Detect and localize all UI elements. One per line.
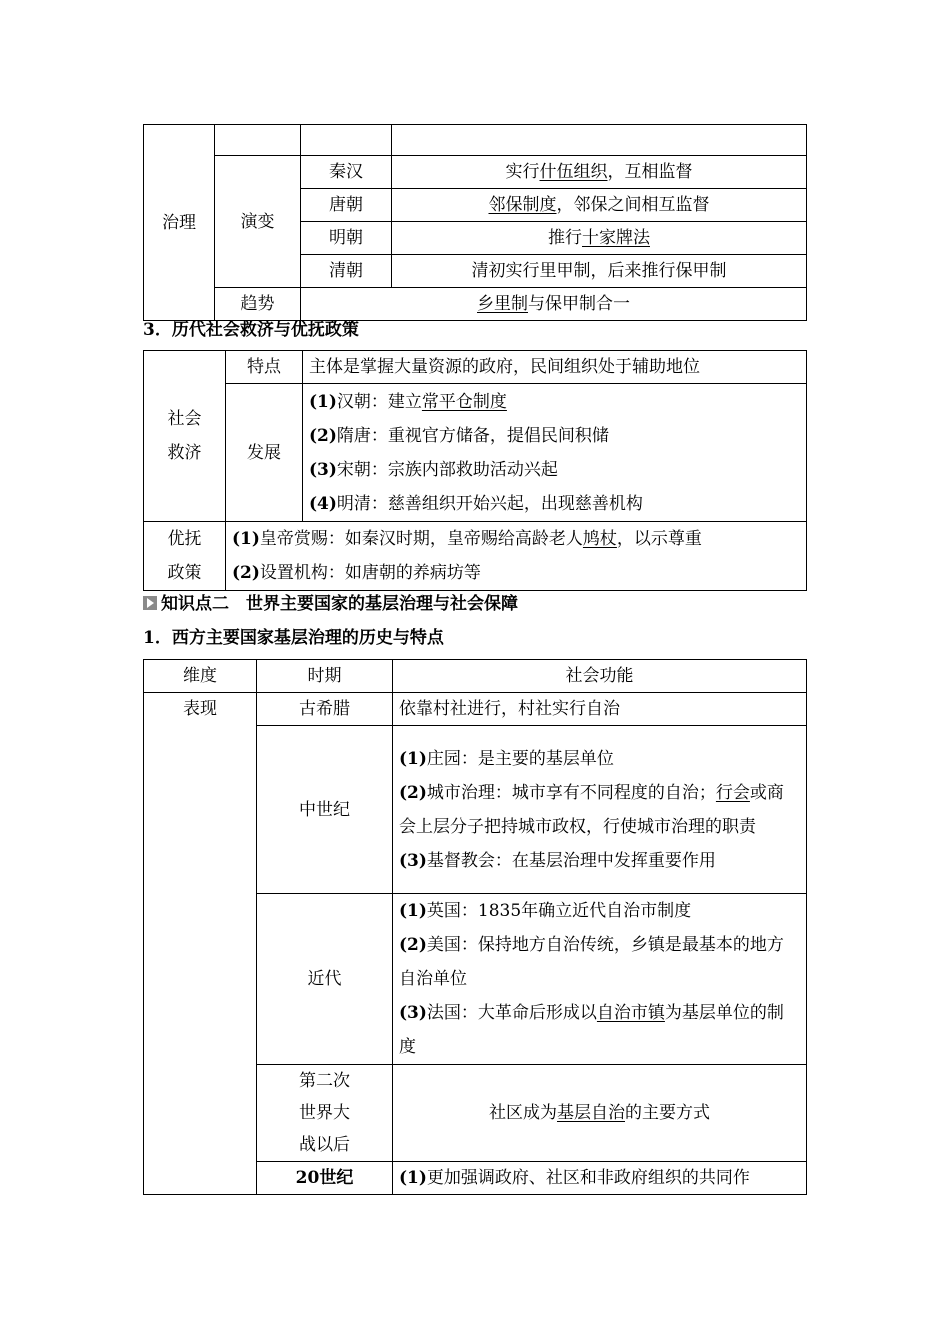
trend-cell: 乡里制与保甲制合一: [301, 288, 807, 321]
fazhan-list: [303, 384, 807, 522]
row-label-zhili: 治理: [144, 125, 215, 321]
knowledge-point-heading: 知识点二 世界主要国家的基层治理与社会保障: [143, 592, 518, 616]
period-cell: 20世纪: [257, 1162, 393, 1195]
function-cell: [393, 894, 807, 1065]
content-cell: 实行什伍组织，互相监督: [392, 156, 807, 189]
function-cell: 依靠村社进行，村社实行自治: [393, 693, 807, 726]
medieval-item: (1)庄园：是主要的基层单位: [399, 748, 614, 769]
modern-item: (3)法国：大革命后形成以自治市镇为基层单位的制度: [399, 1003, 784, 1057]
fazhan-item: (4)明清：慈善组织开始兴起，出现慈善机构: [309, 493, 643, 514]
content-cell: 清初实行里甲制，后来推行保甲制: [392, 255, 807, 288]
period-cell: 秦汉: [301, 156, 392, 189]
relief-table: [143, 350, 807, 591]
fazhan-item: (3)宋朝：宗族内部救助活动兴起: [309, 459, 558, 480]
empty-cell: [215, 125, 301, 156]
empty-cell: [392, 125, 807, 156]
fazhan-item: (2)隋唐：重视官方储备，提倡民间积储: [309, 425, 609, 446]
period-cell: 古希腊: [257, 693, 393, 726]
period-cell: 第二次 世界大 战以后: [257, 1065, 393, 1162]
content-cell: 邻保制度，邻保之间相互监督: [392, 189, 807, 222]
row-label-tedian: 特点: [226, 351, 303, 384]
fazhan-item: (1)汉朝：建立常平仓制度: [309, 391, 507, 412]
modern-item: (1)英国：1835年确立近代自治市制度: [399, 901, 692, 921]
row-label-fazhan: 发展: [226, 384, 303, 522]
section-1-heading: 1．西方主要国家基层治理的历史与特点: [143, 628, 444, 648]
modern-item: (2)美国：保持地方自治传统，乡镇是最基本的地方自治单位: [399, 935, 784, 989]
row-label-yanbian: 演变: [215, 156, 301, 288]
period-cell: 明朝: [301, 222, 392, 255]
medieval-item: (3)基督教会：在基层治理中发挥重要作用: [399, 850, 716, 871]
youfu-item: (2)设置机构：如唐朝的养病坊等: [232, 563, 481, 583]
western-governance-table: [143, 659, 807, 1195]
tedian-text: 主体是掌握大量资源的政府，民间组织处于辅助地位: [303, 351, 807, 384]
section-3-heading: 3．历代社会救济与优抚政策: [143, 320, 359, 340]
function-cell: (1)更加强调政府、社区和非政府组织的共同作: [393, 1162, 807, 1195]
row-label-youfu: 优抚 政策: [144, 522, 226, 591]
period-cell: 近代: [257, 894, 393, 1065]
function-cell: [393, 726, 807, 894]
medieval-item: (2)城市治理：城市享有不同程度的自治；行会或商会上层分子把持城市政权，行使城市治理的职责: [399, 782, 784, 837]
youfu-item: (1)皇帝赏赐：如秦汉时期，皇帝赐给高龄老人鸠杖，以示尊重: [232, 529, 702, 549]
empty-cell: [301, 125, 392, 156]
header-cell: 社会功能: [393, 660, 807, 693]
header-cell: 维度: [144, 660, 257, 693]
play-triangle-icon: [143, 596, 157, 610]
period-cell: 唐朝: [301, 189, 392, 222]
governance-table: [143, 124, 807, 321]
content-cell: 推行十家牌法: [392, 222, 807, 255]
period-cell: 中世纪: [257, 726, 393, 894]
youfu-list: [226, 522, 807, 591]
period-cell: 清朝: [301, 255, 392, 288]
function-cell: 社区成为基层自治的主要方式: [393, 1065, 807, 1162]
row-label-biaoxian: 表现: [144, 693, 257, 1195]
row-label-qushi: 趋势: [215, 288, 301, 321]
row-label-jiuji: 社会 救济: [144, 351, 226, 522]
header-cell: 时期: [257, 660, 393, 693]
